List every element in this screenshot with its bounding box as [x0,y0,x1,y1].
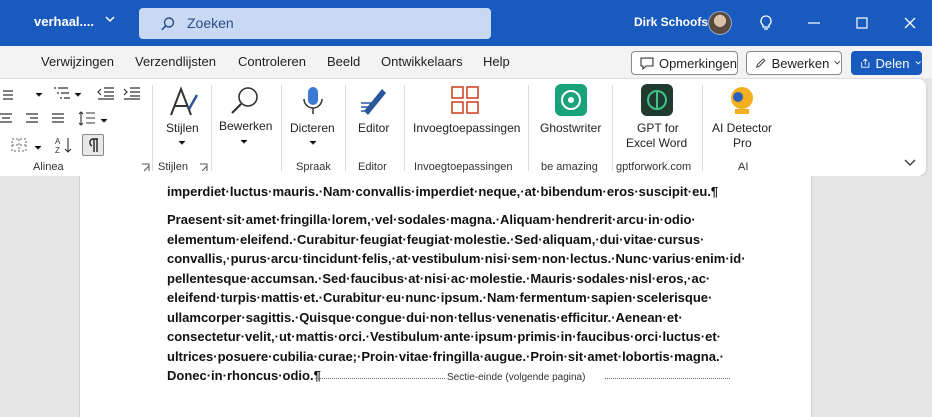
chevron-down-icon [915,60,921,66]
share-label: Delen [875,55,910,71]
editing-button[interactable] [216,83,272,155]
tab-beeld[interactable]: Beeld [327,54,361,69]
group-separator [281,85,282,171]
group-label-invoegtoepassingen: Invoegtoepassingen [414,161,513,173]
chevron-down-icon [240,139,248,145]
group-separator [612,85,613,171]
paragraph[interactable]: Praesent·sit·amet·fringilla·lorem,·vel·sodales·magna.·Aliquam·hendrerit·arcu·in·odio· elementum·eleifend.·Curabitur·feugiat·feugiat·molestie.·Sed·aliquam,·dui·vitae·cursus· convallis,·purus·arcu·tincidunt·felis,·at·vestibulum·nisi·sem·non·lectus.·Nunc·varius·enim·id· pellentesque·accumsan.·Sed·faucibus·at·nisi·ac·molestie.·Mauris·sodales·nisl·eros,·ac· eleifend·turpis·mattis·et.·Curabitur·eu·nunc·ipsum.·Nam·fermentum·sapien·scelerisque· ullamcorper·sagittis.·Quisque·congue·dui·non·tellus·venenatis·efficitur.·Aenean·et· consectetur·velit,·ut·mattis·orci.·Vestibulum·ante·ipsum·primis·in·faucibus·orci·luctus·et· ultrices·posuere·cubilia·curae;·Proin·vitae·fringilla·augue.·Proin·sit·amet·lobortis·magna.· Donec·in·rhoncus·odio.¶ [167,212,746,383]
editor-icon [358,85,390,119]
close-icon[interactable] [900,13,920,33]
add-ins-icon [450,85,480,115]
chevron-down-icon[interactable] [74,92,82,98]
section-break-label: Sectie-einde (volgende pagina) [447,372,586,383]
group-label-editor: Editor [358,161,387,173]
chevron-down-icon[interactable] [103,12,117,26]
decrease-indent-icon[interactable] [96,85,116,101]
show-formatting-toggle[interactable] [82,134,104,156]
group-label-ai: AI [738,161,749,173]
title-bar [0,0,932,46]
group-separator [345,85,346,171]
tab-ontwikkelaars[interactable]: Ontwikkelaars [381,54,463,69]
edit-mode-label: Bewerken [771,55,830,71]
search-icon [160,16,176,32]
search-placeholder: Zoeken [187,15,234,31]
ai-detector-button[interactable] [706,83,778,155]
tab-verwijzingen[interactable]: Verwijzingen [41,54,114,69]
styles-icon [165,85,199,119]
chevron-down-icon [309,140,317,146]
add-ins-label: Invoegtoepassingen [413,121,521,135]
comments-label: Opmerkingen [658,55,737,71]
chevron-down-icon [178,140,186,146]
search-box[interactable] [139,8,491,39]
gpt-icon [641,84,673,116]
ghostwriter-button[interactable] [534,83,608,155]
gpt-label-line2: Excel Word [626,136,688,150]
group-label-alinea: Alinea [33,161,64,173]
chevron-down-icon[interactable] [34,145,42,151]
line-spacing-icon[interactable] [78,110,96,128]
styles-button[interactable] [160,83,204,155]
tab-help[interactable]: Help [483,54,510,69]
section-break-line [605,378,730,379]
group-label-spraak: Spraak [296,161,331,173]
borders-icon[interactable] [10,137,30,153]
paragraph[interactable]: imperdiet·luctus·mauris.·Nam·convallis·imperdiet·neque,·at·bibendum·eros·suscipit·eu.¶ [167,184,719,199]
section-break [315,372,730,386]
add-ins-button[interactable] [410,83,522,155]
sort-icon[interactable] [54,135,74,155]
ghostwriter-icon [555,84,587,116]
avatar[interactable] [708,11,732,35]
editing-label: Bewerken [219,119,273,133]
svg-text:A: A [55,137,61,146]
group-separator [211,85,212,171]
edit-mode-button[interactable] [746,51,842,75]
editor-button[interactable] [350,83,398,155]
ai-detector-label-line1: AI Detector [712,121,773,135]
group-separator [702,85,703,171]
multilevel-list-icon[interactable] [52,85,72,103]
group-label-gptforwork: gptforwork.com [616,161,692,173]
user-name[interactable]: Dirk Schoofs [634,15,709,29]
collapse-ribbon-icon[interactable] [904,159,916,167]
section-break-line [315,378,445,379]
group-separator [528,85,529,171]
group-label-be-amazing: be amazing [541,161,598,173]
group-label-stijlen: Stijlen [158,161,188,173]
group-separator [152,85,153,171]
ai-detector-label-line2: Pro [733,136,752,150]
document-page[interactable] [79,176,812,417]
share-icon [860,57,871,70]
chevron-down-icon[interactable] [100,118,108,124]
dialog-launcher-icon[interactable] [141,163,150,172]
ghostwriter-label: Ghostwriter [540,121,602,135]
tab-controleren[interactable]: Controleren [238,54,306,69]
find-icon [228,85,262,117]
minimize-icon[interactable] [804,13,824,33]
microphone-icon [300,85,326,119]
justify-icon[interactable] [50,111,66,127]
chevron-down-icon[interactable] [35,92,43,98]
document-area [0,176,932,417]
align-right-icon[interactable] [24,111,40,127]
tab-verzendlijsten[interactable]: Verzendlijsten [135,54,216,69]
ribbon [0,79,926,176]
svg-text:Z: Z [55,146,60,155]
share-button[interactable] [851,51,922,75]
gpt-for-excel-word-button[interactable] [618,83,698,155]
align-center-icon[interactable] [0,111,14,127]
ai-detector-icon [727,84,757,116]
styles-label: Stijlen [166,121,199,135]
numbered-list-icon[interactable] [0,87,30,103]
increase-indent-icon[interactable] [122,85,142,101]
lightbulb-icon[interactable] [756,13,776,33]
dictate-button[interactable] [286,83,340,155]
dictate-label: Dicteren [290,121,335,135]
ribbon-tabs [0,46,932,78]
maximize-icon[interactable] [852,13,872,33]
pencil-icon [755,56,767,70]
group-separator [404,85,405,171]
chevron-down-icon [834,60,841,66]
editor-label: Editor [358,121,390,135]
document-title[interactable]: verhaal.... [34,14,94,29]
comments-button[interactable] [631,51,738,75]
comment-icon [640,57,654,70]
dialog-launcher-icon[interactable] [199,163,208,172]
gpt-label-line1: GPT for [637,121,679,135]
pilcrow-icon [83,135,103,155]
